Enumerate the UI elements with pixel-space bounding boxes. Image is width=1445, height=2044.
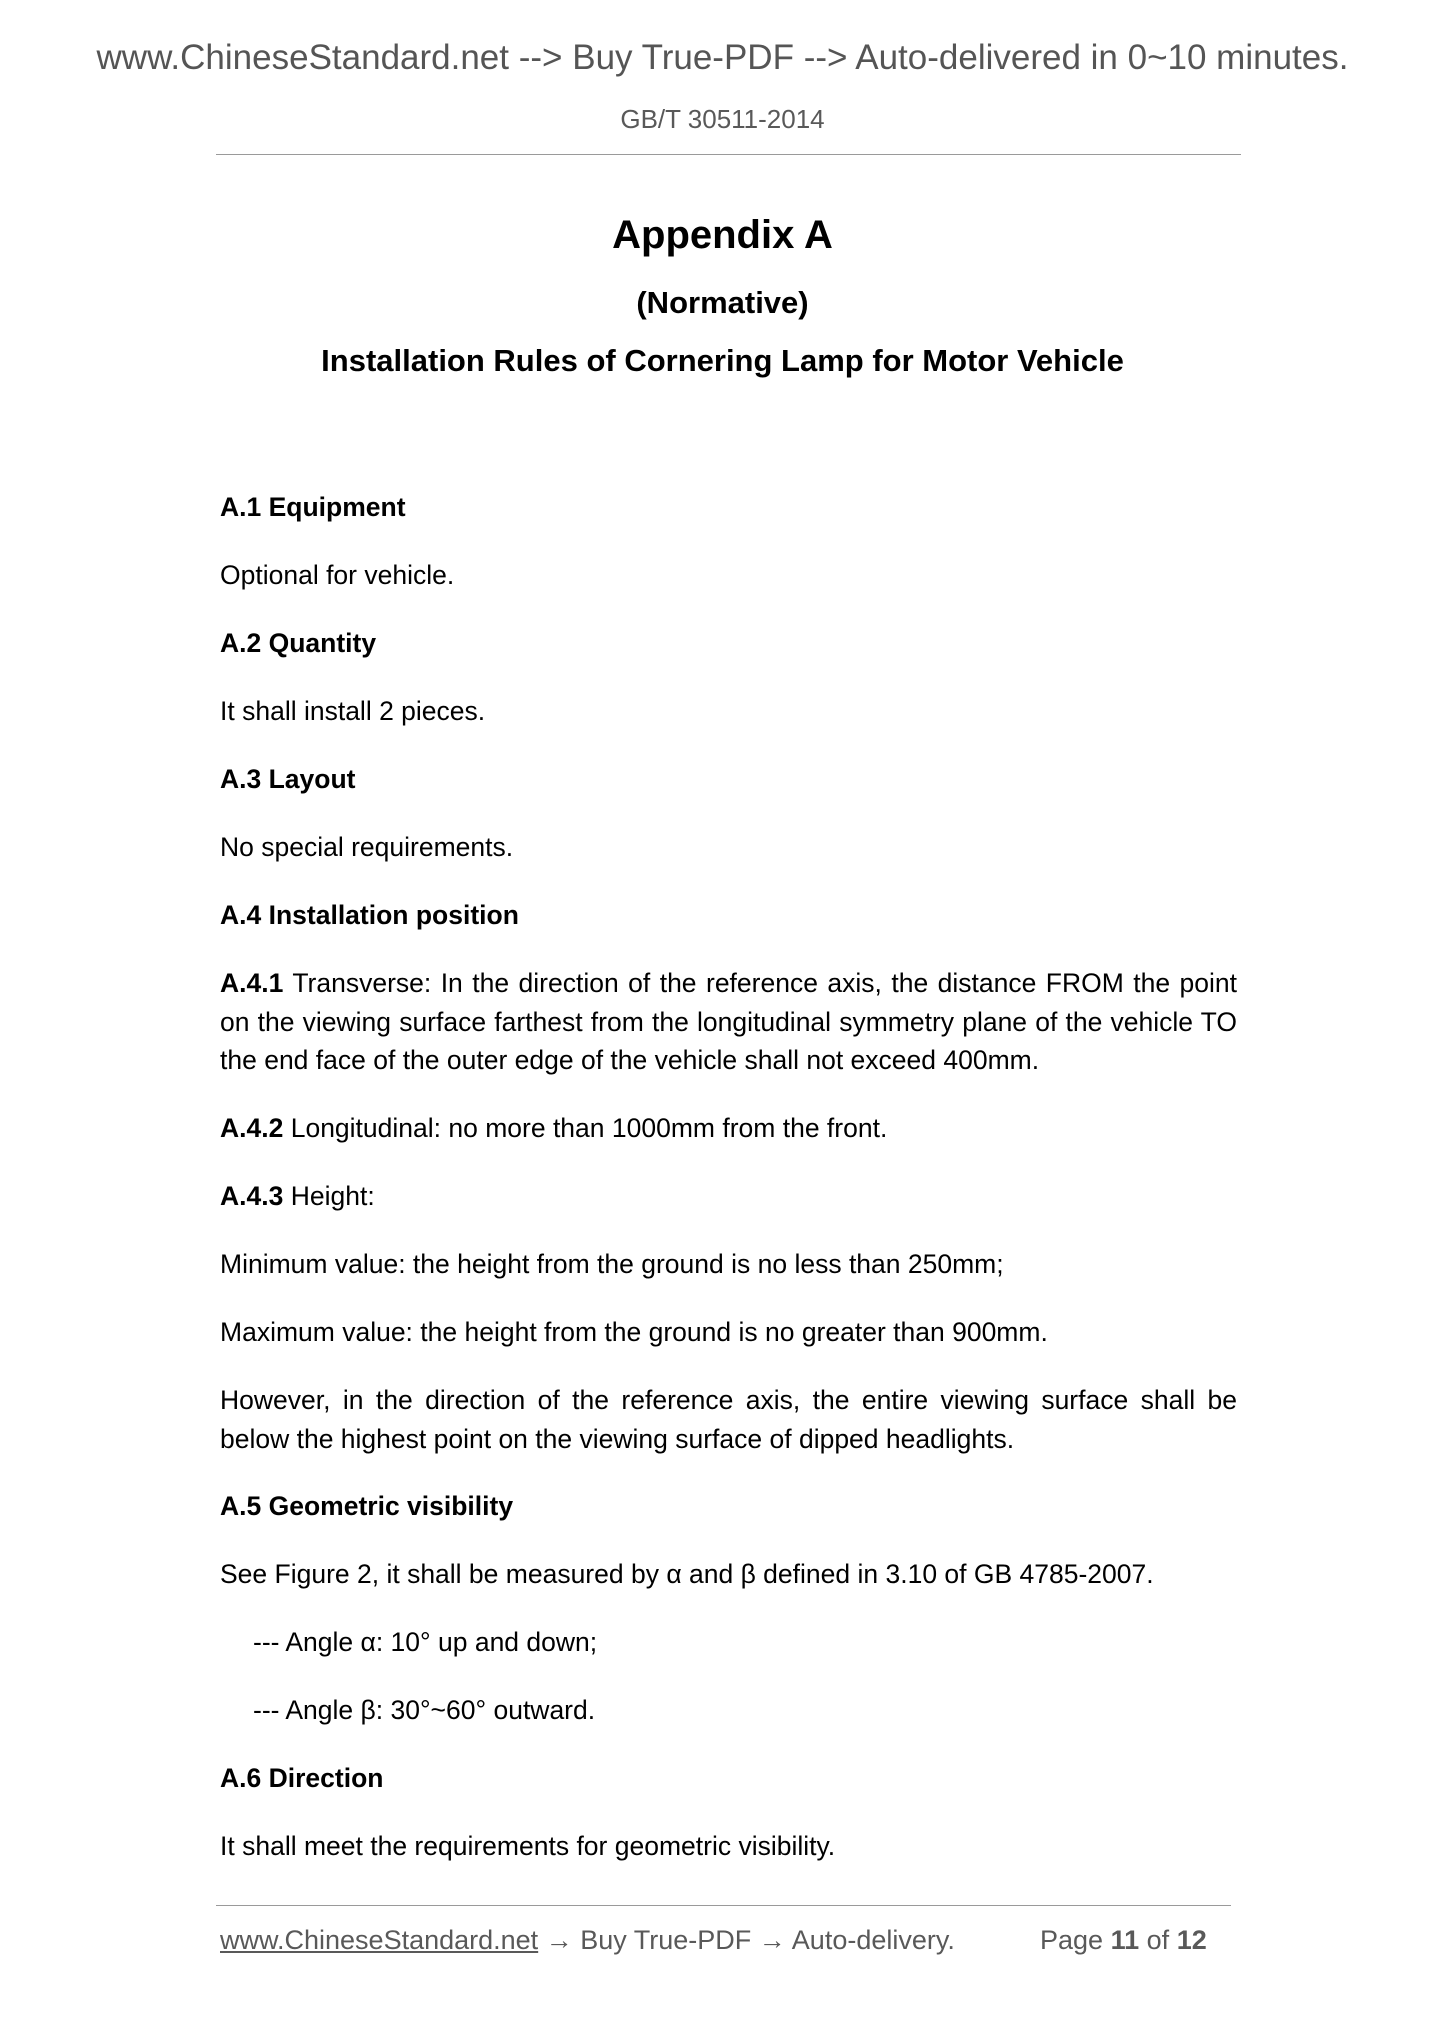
section-a6-heading: A.6 Direction <box>220 1763 384 1793</box>
banner-arrow: --> <box>518 38 563 77</box>
section-a4-heading: A.4 Installation position <box>220 900 519 930</box>
appendix-title: Appendix A <box>612 213 833 257</box>
section-a5-text: See Figure 2, it shall be measured by α and β defined in 3.10 of GB 4785-2007. <box>220 1559 1154 1589</box>
page-label: Page <box>1040 1925 1104 1955</box>
section-a42-text: Longitudinal: no more than 1000mm from the front. <box>290 1113 888 1143</box>
section-a1-text: Optional for vehicle. <box>220 560 455 590</box>
section-a41-text: Transverse: In the direction of the reference axis, the distance FROM the point on the viewing surface farthest from the longitudinal symmetry plane of the vehicle TO the end face of the outer edge of the vehicle shall not exceed 400mm. <box>220 968 1238 1075</box>
section-a42-paragraph <box>220 1109 887 1147</box>
section-a5-heading: A.5 Geometric visibility <box>220 1491 514 1521</box>
section-a3-heading: A.3 Layout <box>220 764 356 794</box>
banner-site[interactable]: www.ChineseStandard.net <box>96 38 509 77</box>
banner-arrow-2: --> <box>803 38 848 77</box>
banner-buy: Buy True-PDF <box>572 38 794 77</box>
section-a42-number: A.4.2 <box>220 1113 284 1143</box>
height-minimum: Minimum value: the height from the ground is no less than 250mm; <box>220 1249 1004 1279</box>
section-a41-number: A.4.1 <box>220 968 284 998</box>
page-number: 11 <box>1110 1925 1140 1955</box>
footer-arrow-2: → <box>758 1925 786 1955</box>
standard-number: GB/T 30511-2014 <box>620 104 825 134</box>
section-a2-heading: A.2 Quantity <box>220 628 377 658</box>
footer-arrow: → <box>545 1925 573 1955</box>
height-maximum: Maximum value: the height from the ground is no greater than 900mm. <box>220 1317 1048 1347</box>
section-a43-paragraph <box>220 1177 375 1215</box>
top-banner <box>0 38 1445 78</box>
page-total: 12 <box>1176 1925 1207 1955</box>
angle-beta: --- Angle β: 30°~60° outward. <box>253 1695 596 1725</box>
page-indicator <box>1040 1925 1207 1956</box>
section-a6-text: It shall meet the requirements for geometric visibility. <box>220 1831 836 1861</box>
section-a43-number: A.4.3 <box>220 1181 284 1211</box>
appendix-name: Installation Rules of Cornering Lamp for Motor Vehicle <box>321 343 1124 378</box>
appendix-type: (Normative) <box>636 285 809 320</box>
section-a2-text: It shall install 2 pieces. <box>220 696 486 726</box>
footer-delivery: Auto-delivery. <box>791 1925 955 1955</box>
footer-buy: Buy True-PDF <box>580 1925 752 1955</box>
section-a43-text: Height: <box>290 1181 375 1211</box>
section-a3-text: No special requirements. <box>220 832 514 862</box>
header-divider <box>216 154 1241 155</box>
of-label: of <box>1146 1925 1170 1955</box>
footer-left <box>220 1925 955 1956</box>
angle-alpha: --- Angle α: 10° up and down; <box>253 1627 598 1657</box>
banner-delivery: Auto-delivered in 0~10 minutes. <box>855 38 1349 77</box>
footer-site-link[interactable]: www.ChineseStandard.net <box>220 1925 539 1955</box>
section-a1-heading: A.1 Equipment <box>220 492 406 522</box>
height-however: However, in the direction of the reference axis, the entire viewing surface shall be below the highest point on the viewing surface of dipped headlights. <box>220 1385 1237 1454</box>
section-a41-paragraph <box>220 964 1237 1080</box>
footer-divider <box>216 1905 1231 1906</box>
